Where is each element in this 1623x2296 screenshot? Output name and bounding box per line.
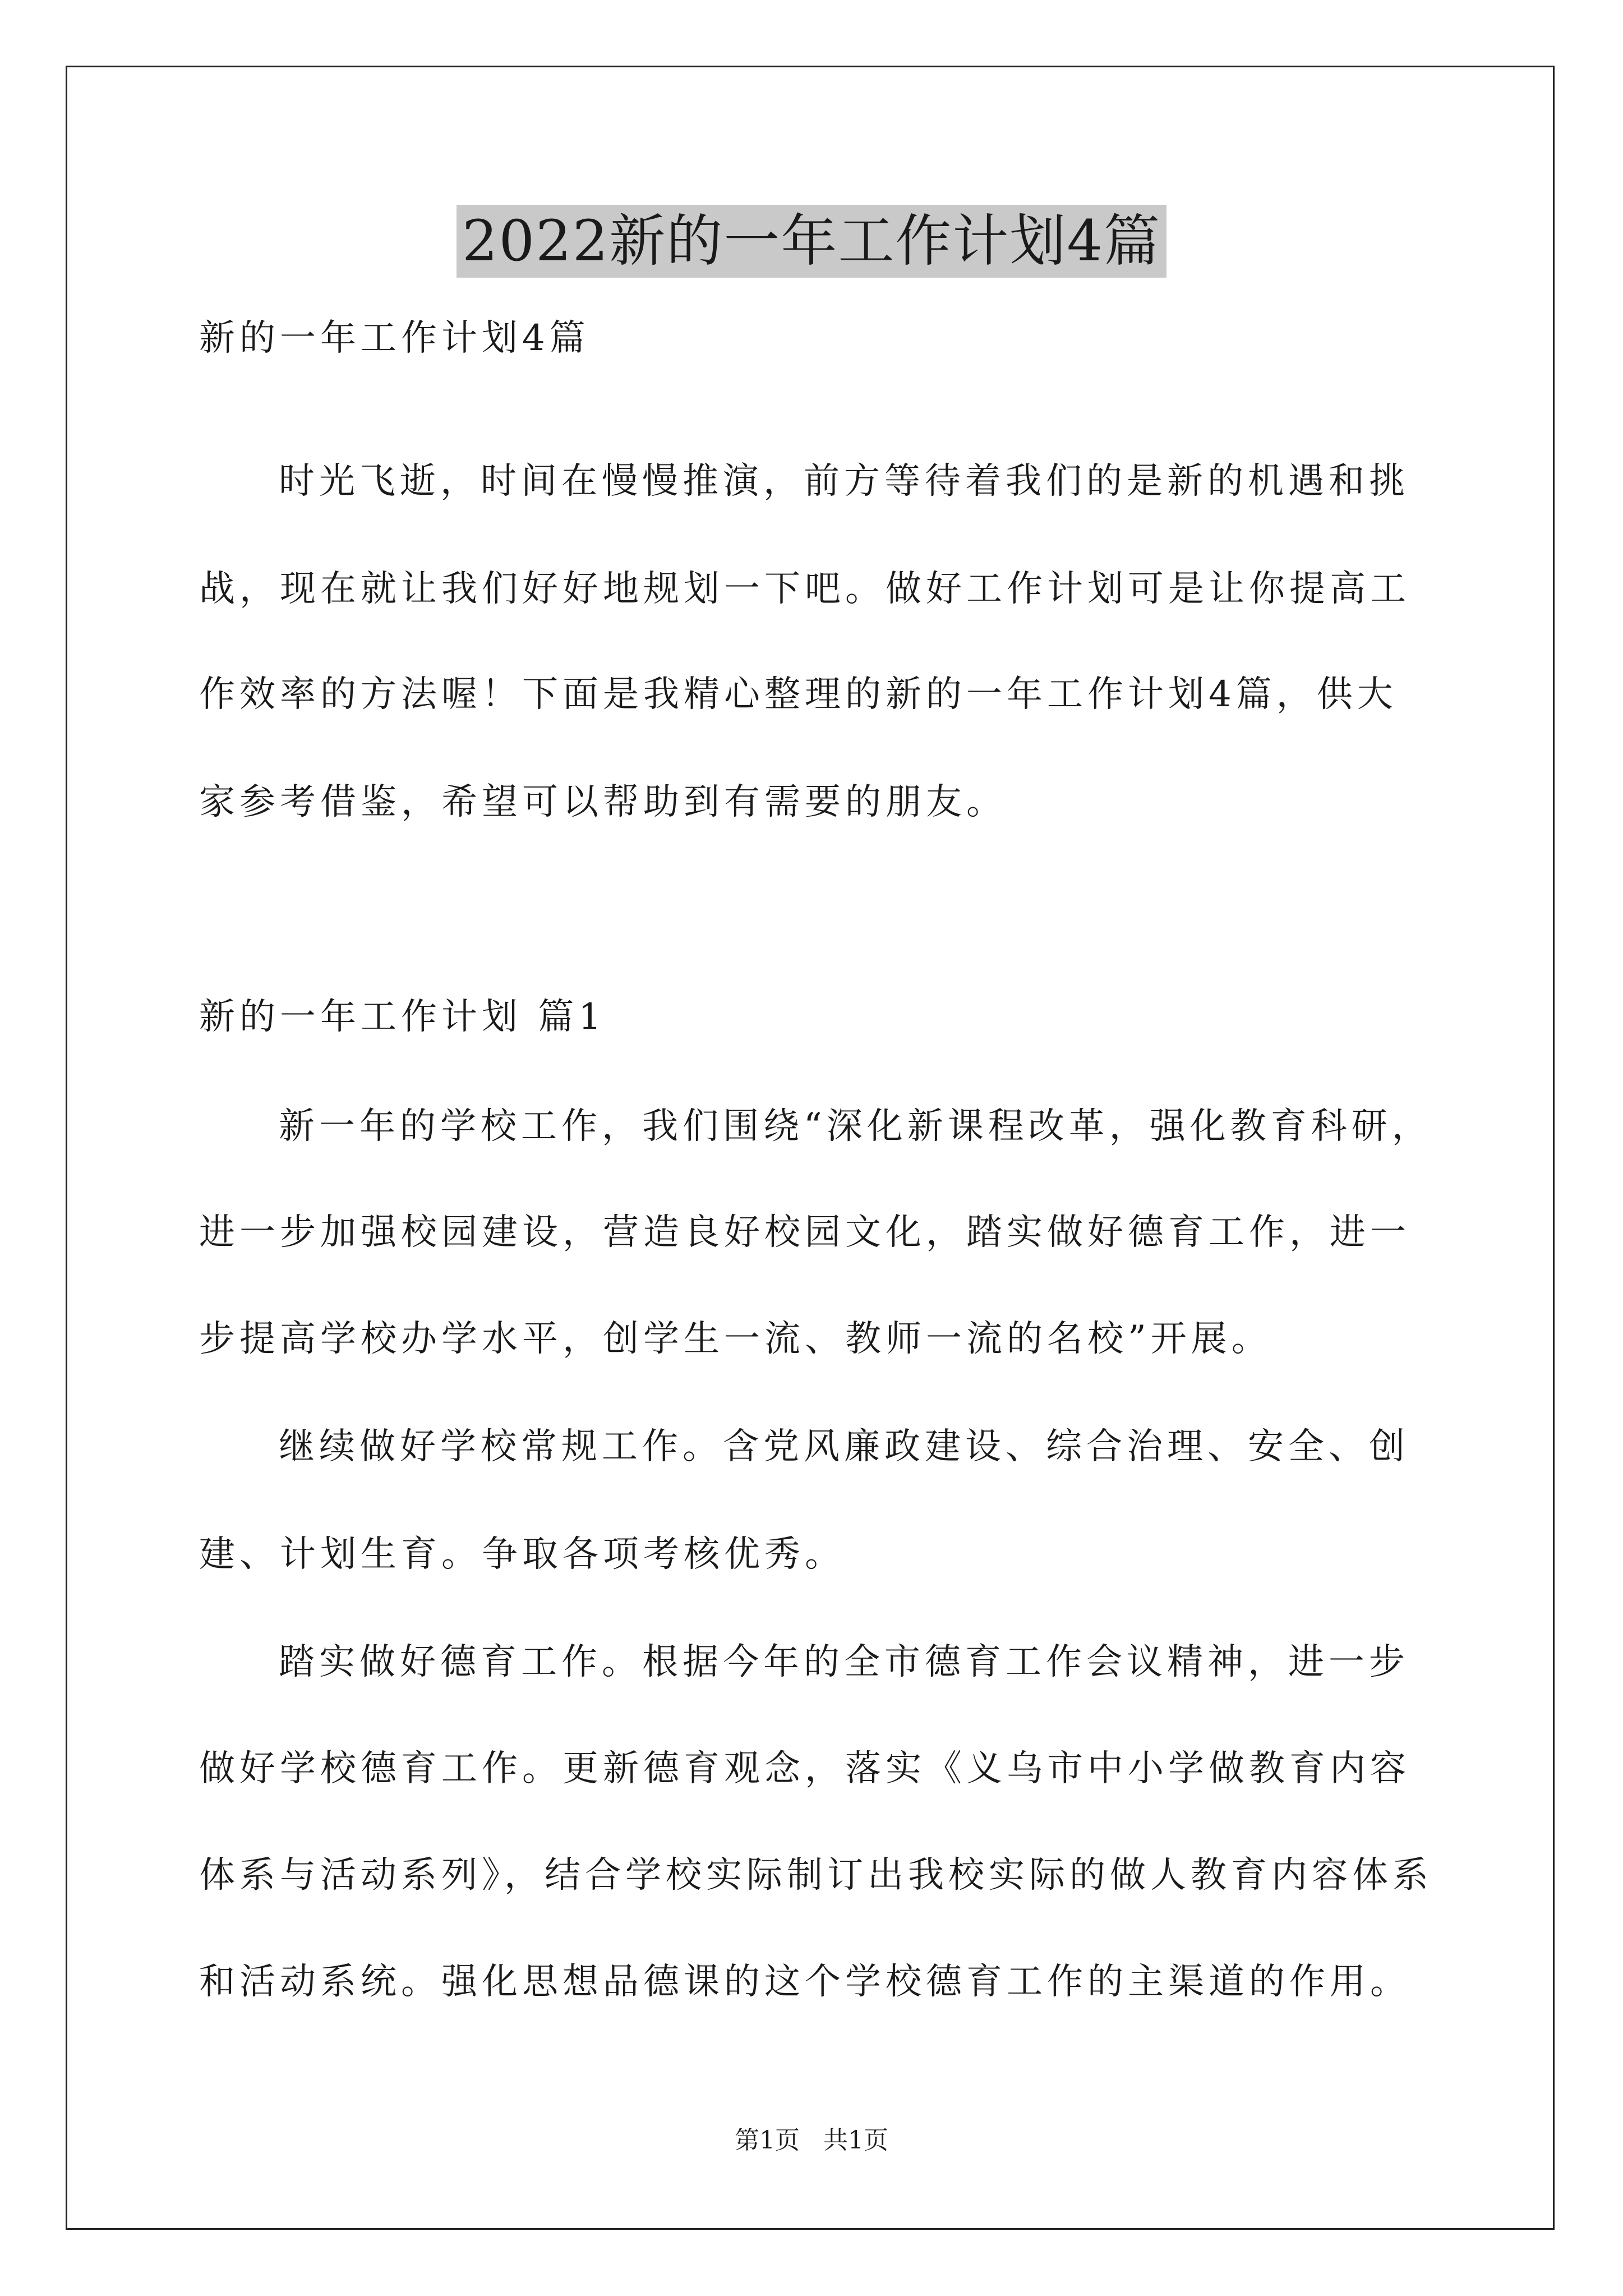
paragraph-line: 步提高学校办学水平，创学生一流、教师一流的名校”开展。 — [199, 1318, 1272, 1360]
section-heading: 新的一年工作计划 篇1 — [199, 996, 606, 1038]
paragraph-line: 建、计划生育。争取各项考核优秀。 — [199, 1534, 845, 1575]
paragraph-line: 新一年的学校工作，我们围绕“深化新课程改革，强化教育科研， — [279, 1106, 1432, 1147]
paragraph-line: 踏实做好德育工作。根据今年的全市德育工作会议精神，进一步 — [279, 1641, 1409, 1683]
page-total: 共1页 — [823, 2126, 888, 2155]
intro-line: 家参考借鉴，希望可以帮助到有需要的朋友。 — [199, 781, 1007, 823]
subtitle: 新的一年工作计划4篇 — [199, 318, 590, 359]
page-number: 第1页 — [735, 2126, 800, 2155]
document-title: 2022新的一年工作计划4篇 — [457, 205, 1166, 278]
paragraph-line: 体系与活动系列》，结合学校实际制订出我校实际的做人教育内容体系 — [199, 1855, 1433, 1896]
title-container — [0, 205, 1623, 278]
intro-line: 时光飞逝，时间在慢慢推演，前方等待着我们的是新的机遇和挑 — [279, 461, 1409, 502]
intro-line: 战，现在就让我们好好地规划一下吧。做好工作计划可是让你提高工 — [199, 568, 1410, 610]
paragraph-line: 和活动系统。强化思想品德课的这个学校德育工作的主渠道的作用。 — [199, 1961, 1410, 2003]
paragraph-line: 进一步加强校园建设，营造良好校园文化，踏实做好德育工作，进一 — [199, 1212, 1410, 1253]
paragraph-line: 继续做好学校常规工作。含党风廉政建设、综合治理、安全、创 — [279, 1426, 1409, 1467]
paragraph-line: 做好学校德育工作。更新德育观念，落实《义乌市中小学做教育内容 — [199, 1748, 1410, 1789]
page-footer — [0, 2124, 1623, 2157]
intro-line: 作效率的方法喔！下面是我精心整理的新的一年工作计划4篇，供大 — [199, 674, 1398, 715]
